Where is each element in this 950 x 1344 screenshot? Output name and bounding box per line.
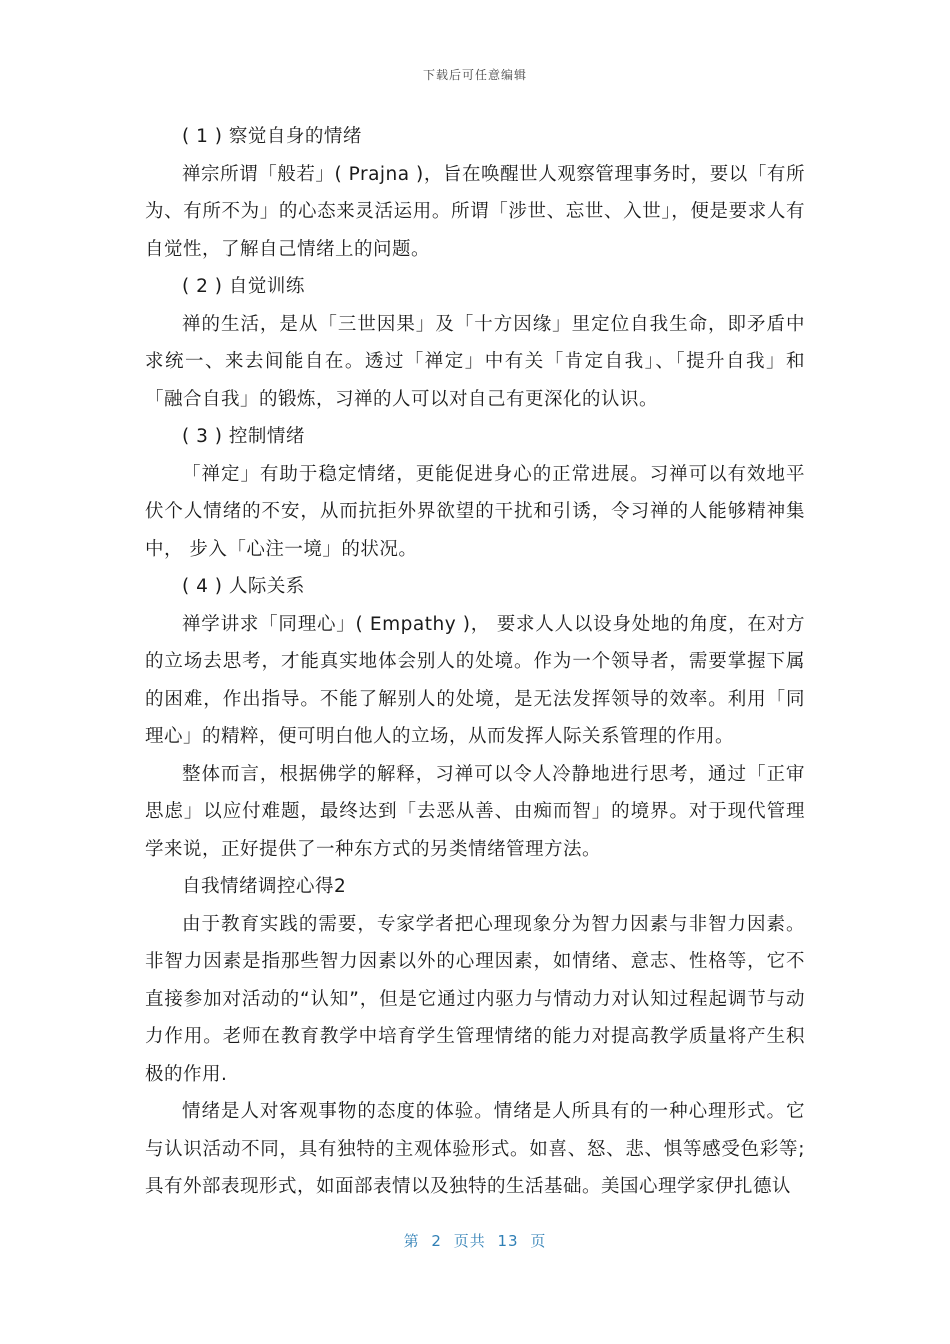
article-title: 自我情绪调控心得2: [182, 876, 347, 897]
section-heading-4: ( 4 ) 人际关系: [182, 576, 305, 597]
paragraph: 禅学讲求「同理心」( Empathy )， 要求人人以设身处地的角度，在对方的立场去思考，才能真实地体会别人的处境。作为一个领导者，需要掌握下属的困难，作出指导。不能了解别人的处境，是无法发挥领导的效率。利用「同理心」的精粹，便可明白他人的立场，从而发挥人际关系管理的作用。: [145, 613, 805, 747]
paragraph: 由于教育实践的需要，专家学者把心理现象分为智力因素与非智力因素。非智力因素是指那些智力因素以外的心理因素，如情绪、意志、性格等，它不直接参加对活动的“认知”，但是它通过内驱力与情动力对认知过程起调节与动力作用。老师在教育教学中培育学生管理情绪的能力对提高教学质量将产生积极的作用.: [145, 913, 805, 1085]
section-heading-2: ( 2 ) 自觉训练: [182, 276, 305, 297]
paragraph: 整体而言，根据佛学的解释，习禅可以令人冷静地进行思考，通过「正审思虑」以应付难题，最终达到「去恶从善、由痴而智」的境界。对于现代管理学来说，正好提供了一种东方式的另类情绪管理方法。: [145, 763, 805, 860]
paragraph: 「禅定」有助于稳定情绪，更能促进身心的正常进展。习禅可以有效地平伏个人情绪的不安，从而抗拒外界欲望的干扰和引诱，令习禅的人能够精神集中， 步入「心注一境」的状况。: [145, 463, 805, 560]
paragraph: 禅宗所谓「般若」( Prajna )，旨在唤醒世人观察管理事务时，要以「有所为、有所不为」的心态来灵活运用。所谓「涉世、忘世、入世」，便是要求人有自觉性，了解自己情绪上的问题。: [145, 163, 805, 260]
document-body: [145, 118, 805, 1206]
section-heading-3: ( 3 ) 控制情绪: [182, 426, 305, 447]
section-heading-1: ( 1 ) 察觉自身的情绪: [182, 126, 362, 147]
paragraph: 情绪是人对客观事物的态度的体验。情绪是人所具有的一种心理形式。它与认识活动不同，具有独特的主观体验形式。如喜、怒、悲、惧等感受色彩等;具有外部表现形式，如面部表情以及独特的生活基础。美国心理学家伊扎德认: [145, 1101, 805, 1197]
page-header: 下载后可任意编辑: [422, 68, 527, 82]
paragraph: 禅的生活，是从「三世因果」及「十方因缘」里定位自我生命，即矛盾中求统一、来去间能自在。透过「禅定」中有关「肯定自我」、「提升自我」和「融合自我」的锻炼，习禅的人可以对自己有更深化的认识。: [145, 313, 805, 410]
page-footer: 第 2 页共 13 页: [403, 1232, 547, 1250]
